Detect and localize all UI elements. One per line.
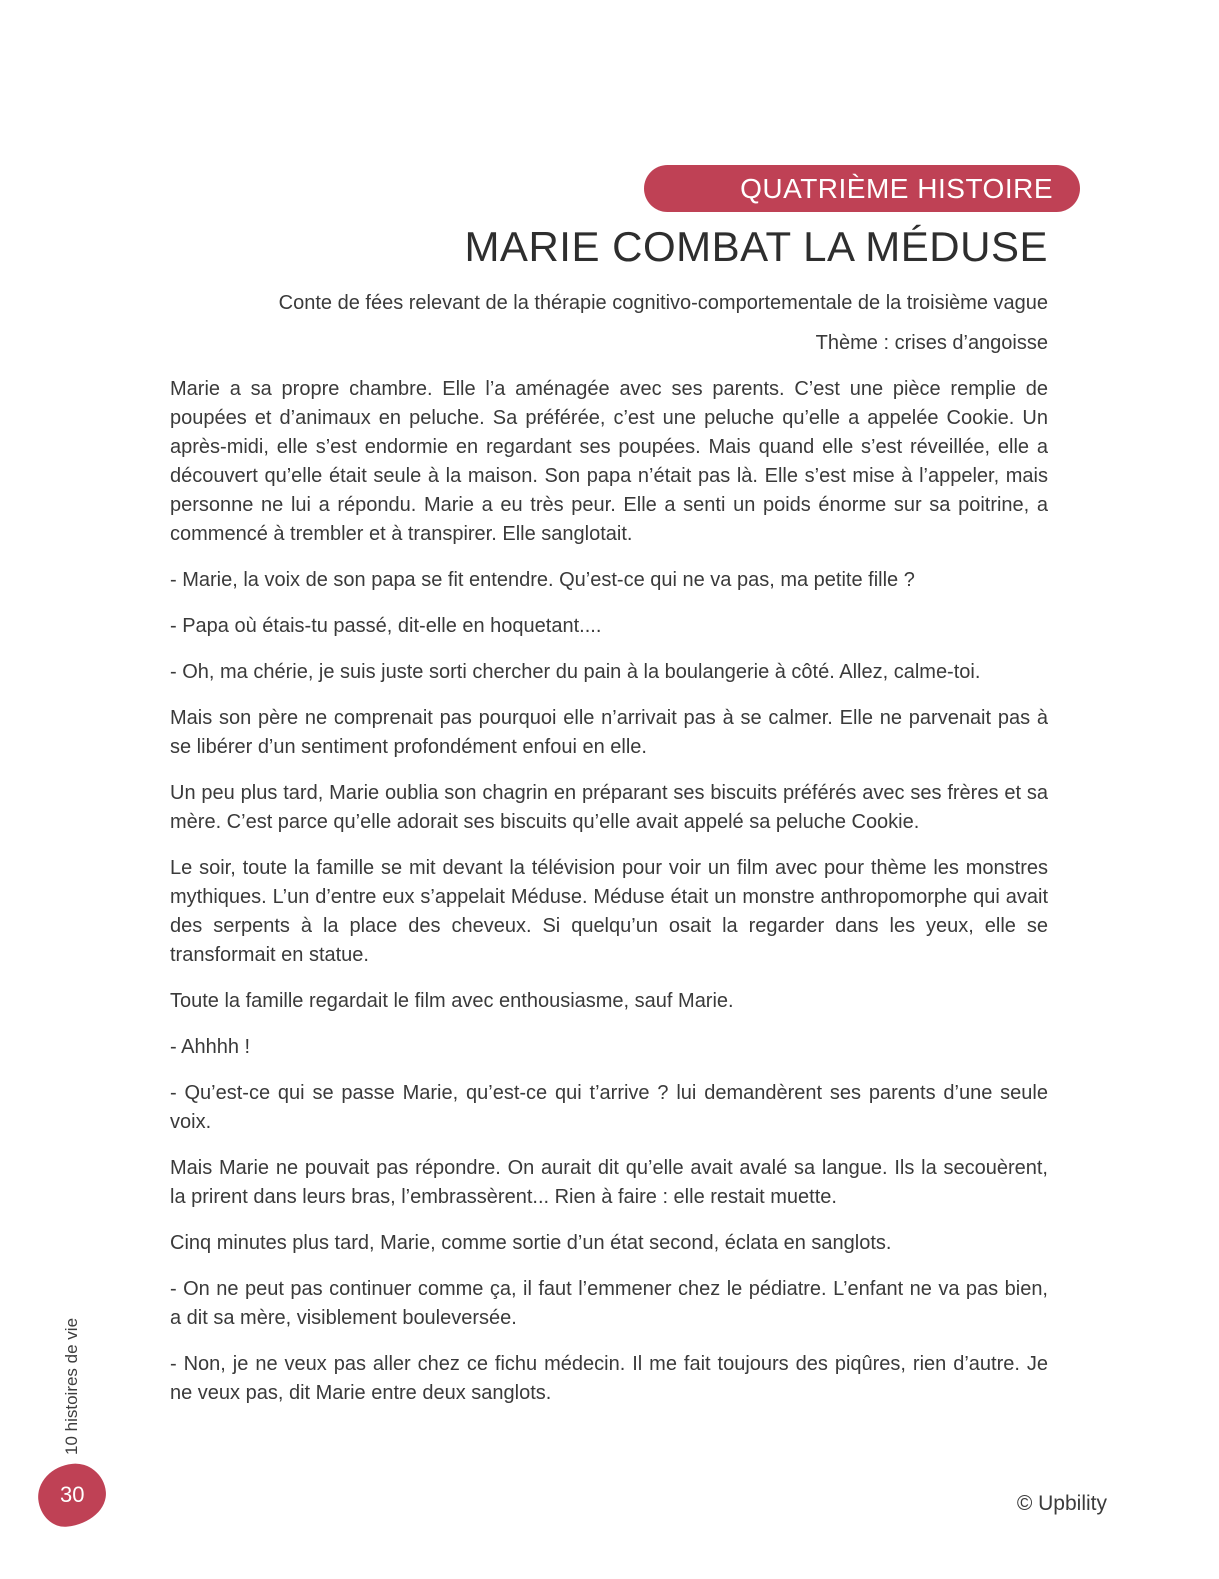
story-badge-row: [170, 165, 1080, 212]
page-subtitle: Conte de fées relevant de la thérapie cognitivo-comportementale de la troisième vague: [278, 292, 1048, 314]
story-badge: QUATRIÈME HISTOIRE: [644, 165, 1080, 212]
theme-line: Thème : crises d’angoisse: [815, 332, 1048, 354]
copyright-notice: © Upbility: [1016, 1492, 1107, 1515]
story-paragraph: Un peu plus tard, Marie oublia son chagrin en préparant ses biscuits préférés avec ses frères et sa mère. C’est parce qu’elle adorait ses biscuits qu’elle avait appelé sa peluche Cookie.: [170, 782, 1048, 833]
page-number-badge: [35, 1461, 109, 1530]
story-paragraph: Cinq minutes plus tard, Marie, comme sortie d’un état second, éclata en sanglots.: [170, 1232, 892, 1254]
story-paragraph: Mais son père ne comprenait pas pourquoi elle n’arrivait pas à se calmer. Elle ne parvenait pas à se libérer d’un sentiment profondément enfoui en elle.: [170, 707, 1048, 758]
book-series-sidebar-label: 10 histoires de vie: [62, 1317, 81, 1455]
story-body: [170, 375, 1048, 1408]
story-paragraph: Mais Marie ne pouvait pas répondre. On aurait dit qu’elle avait avalé sa langue. Ils la secouèrent, la prirent dans leurs bras, l’embrassèrent... Rien à faire : elle restait muette.: [170, 1157, 1048, 1208]
page-number: 30: [59, 1482, 85, 1508]
story-paragraph: - Qu’est-ce qui se passe Marie, qu’est-ce qui t’arrive ? lui demandèrent ses parents d’une seule voix.: [170, 1082, 1048, 1133]
page-content: [170, 165, 1053, 1425]
story-paragraph: Le soir, toute la famille se mit devant la télévision pour voir un film avec pour thème les monstres mythiques. L’un d’entre eux s’appelait Méduse. Méduse était un monstre anthropomorphe qui avait des serpents à la place des cheveux. Si quelqu’un osait la regarder dans les yeux, elle se transformait en statue.: [170, 857, 1048, 966]
story-paragraph: Marie a sa propre chambre. Elle l’a aménagée avec ses parents. C’est une pièce remplie de poupées et d’animaux en peluche. Sa préférée, c’est une peluche qu’elle a appelée Cookie. Un après-midi, elle s’est endormie en regardant ses poupées. Mais quand elle s’est réveillée, elle a découvert qu’elle était seule à la maison. Son papa n’était pas là. Elle s’est mise à l’appeler, mais personne ne lui a répondu. Marie a eu très peur. Elle a senti un poids énorme sur sa poitrine, a commencé à trembler et à transpirer. Elle sanglotait.: [170, 378, 1048, 545]
story-paragraph: - Papa où étais-tu passé, dit-elle en hoquetant....: [170, 615, 602, 637]
story-paragraph: - Non, je ne veux pas aller chez ce fichu médecin. Il me fait toujours des piqûres, rien d’autre. Je ne veux pas, dit Marie entre deux sanglots.: [170, 1353, 1048, 1404]
story-paragraph: - Ahhhh !: [170, 1036, 251, 1058]
story-paragraph: - Oh, ma chérie, je suis juste sorti chercher du pain à la boulangerie à côté. Allez, calme-toi.: [170, 661, 981, 683]
story-paragraph: - Marie, la voix de son papa se fit entendre. Qu’est-ce qui ne va pas, ma petite fille ?: [170, 569, 915, 591]
story-paragraph: Toute la famille regardait le film avec enthousiasme, sauf Marie.: [170, 990, 734, 1012]
page-title: MARIE COMBAT LA MÉDUSE: [464, 223, 1048, 270]
story-paragraph: - On ne peut pas continuer comme ça, il faut l’emmener chez le pédiatre. L’enfant ne va pas bien, a dit sa mère, visiblement bouleversée.: [170, 1278, 1048, 1329]
